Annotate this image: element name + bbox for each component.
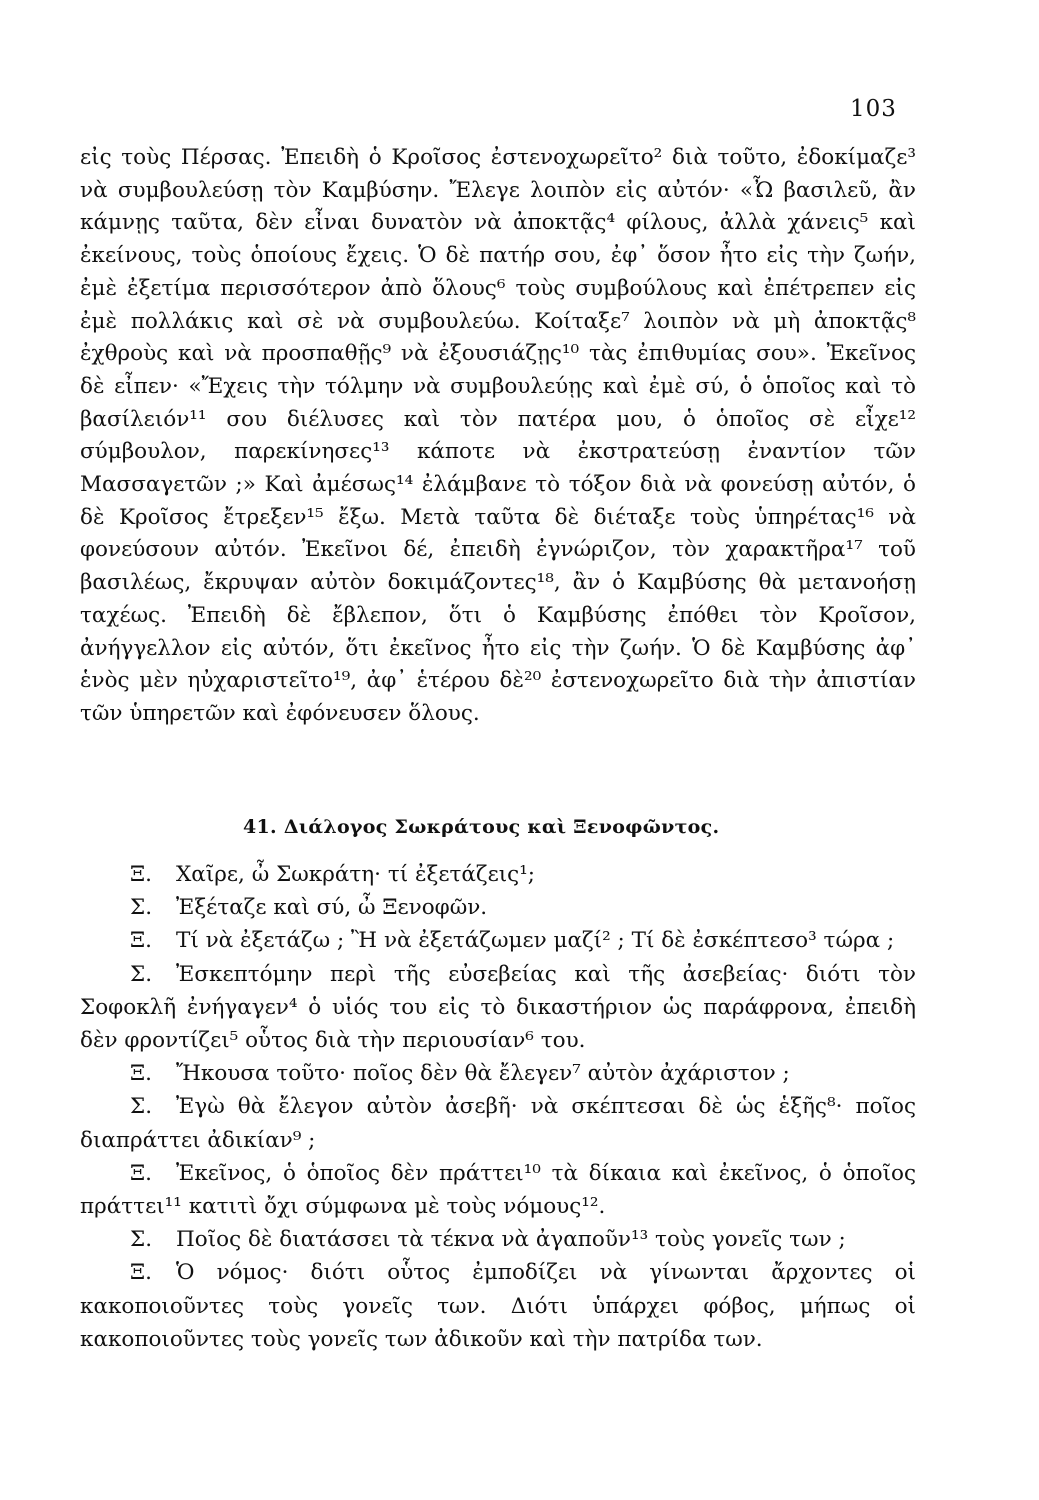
narrative-paragraph: εἰς τοὺς Πέρσας. Ἐπειδὴ ὁ Κροῖσος ἐστενοχωρεῖτο² διὰ τοῦτο, ἐδοκίμαζε³ νὰ συμβουλεύσῃ τὸν Καμβύσην. Ἔλεγε λοιπὸν εἰς αὐτόν· «Ὦ βασιλεῦ, ἂν κάμνῃς ταῦτα, δὲν εἶναι δυνατὸν νὰ ἀποκτᾷς⁴ φίλους, ἀλλὰ χάνεις⁵ καὶ ἐκείνους, τοὺς ὁποίους ἔχεις. Ὁ δὲ πατήρ σου, ἐφ᾽ ὅσον ἦτο εἰς τὴν ζωήν, ἐμὲ ἐξετίμα περισσότερον ἀπὸ ὅλους⁶ τοὺς συμβούλους καὶ ἐπέτρεπεν εἰς ἐμὲ πολλάκις καὶ σὲ νὰ συμβουλεύω. Κοίταξε⁷ λοιπὸν νὰ μὴ ἀποκτᾷς⁸ ἐχθροὺς καὶ νὰ προσπαθῇς⁹ νὰ ἐξουσιάζῃς¹⁰ τὰς ἐπιθυμίας σου». Ἐκεῖνος δὲ εἶπεν· «Ἔχεις τὴν τόλμην νὰ συμβουλεύῃς καὶ ἐμὲ σύ, ὁ ὁποῖος καὶ τὸ βασίλειόν¹¹ σου διέλυσες καὶ τὸν πατέρα μου, ὁ ὁποῖος σὲ εἶχε¹² σύμβουλον, παρεκίνησες¹³ κάποτε νὰ ἐκστρατεύσῃ ἐναντίον τῶν Μασσαγετῶν ;» Καὶ ἀμέσως¹⁴ ἐλάμβανε τὸ τόξον διὰ νὰ φονεύσῃ αὐτόν, ὁ δὲ Κροῖσος ἔτρεξεν¹⁵ ἔξω. Μετὰ ταῦτα δὲ διέταξε τοὺς ὑπηρέτας¹⁶ νὰ φονεύσουν αὐτόν. Ἐκεῖνοι δέ, ἐπειδὴ ἐγνώριζον, τὸν χαρακτῆρα¹⁷ τοῦ βασιλέως, ἔκρυψαν αὐτὸν δοκιμάζοντες¹⁸, ἂν ὁ Καμβύσης θὰ μετανοήσῃ ταχέως. Ἐπειδὴ δὲ ἔβλεπον, ὅτι ὁ Καμβύσης ἐπόθει τὸν Κροῖσον, ἀνήγγελλον εἰς αὐτόν, ὅτι ἐκεῖνος ἦτο εἰς τὴν ζωήν. Ὁ δὲ Καμβύσης ἀφ᾽ ἑνὸς μὲν ηὐχαριστεῖτο¹⁹, ἀφ᾽ ἑτέρου δὲ²⁰ ἐστενοχωρεῖτο διὰ τὴν ἀπιστίαν τῶν ὑπηρετῶν καὶ ἐφόνευσεν ὅλους.: [80, 145, 916, 726]
dialogue-line: Ἤκουσα τοῦτο· ποῖος δὲν θὰ ἔλεγεν⁷ αὐτὸν ἀχάριστον ;: [176, 1061, 790, 1087]
dialogue-line: Χαῖρε, ὦ Σωκράτη· τί ἐξετάζεις¹;: [176, 862, 536, 887]
dialogue-turn: [80, 1090, 916, 1156]
dialogue: [80, 858, 916, 1356]
dialogue-turn: [80, 858, 916, 891]
dialogue-turn: [80, 958, 916, 1058]
dialogue-turn: [80, 1057, 916, 1090]
dialogue-line: Ἐγὼ θὰ ἔλεγον αὐτὸν ἀσεβῆ· νὰ σκέπτεσαι δὲ ὡς ἑξῆς⁸· ποῖος διαπράττει ἀδικίαν⁹ ;: [80, 1094, 916, 1153]
speaker-label: Σ.: [130, 1227, 153, 1253]
dialogue-line: Ἐκεῖνος, ὁ ὁποῖος δὲν πράττει¹⁰ τὰ δίκαια καὶ ἐκεῖνος, ὁ ὁποῖος πράττει¹¹ κατιτὶ ὄχι σύμφωνα μὲ τοὺς νόμους¹².: [80, 1160, 916, 1220]
speaker-label: Σ.: [130, 895, 153, 921]
speaker-label: Ξ.: [130, 928, 152, 954]
speaker-label: Ξ.: [130, 862, 152, 887]
dialogue-line: Τί νὰ ἐξετάζω ; Ἢ νὰ ἐξετάζωμεν μαζί² ; Τί δὲ ἐσκέπτεσο³ τώρα ;: [176, 928, 895, 954]
dialogue-turn: [80, 924, 916, 957]
speaker-label: Σ.: [130, 961, 153, 987]
speaker-label: Ξ.: [130, 1160, 152, 1186]
speaker-label: Ξ.: [130, 1260, 152, 1286]
dialogue-line: Ὁ νόμος· διότι οὗτος ἐμποδίζει νὰ γίνωνται ἄρχοντες οἱ κακοποιοῦντες τοὺς γονεῖς των. Διότι ὑπάρχει φόβος, μήπως οἱ κακοποιοῦντες τοὺς γονεῖς των ἀδικοῦν καὶ τὴν πατρίδα των.: [80, 1260, 916, 1352]
page-number: 103: [850, 96, 897, 122]
dialogue-line: Ἐξέταζε καὶ σύ, ὦ Ξενοφῶν.: [176, 895, 488, 921]
section-title: 41. Διάλογος Σωκράτους καὶ Ξενοφῶντος.: [243, 816, 720, 838]
dialogue-turn: [80, 1256, 916, 1356]
dialogue-turn: [80, 1223, 916, 1256]
dialogue-turn: [80, 891, 916, 924]
dialogue-line: Ποῖος δὲ διατάσσει τὰ τέκνα νὰ ἀγαποῦν¹³ τοὺς γονεῖς των ;: [176, 1227, 846, 1253]
dialogue-turn: [80, 1157, 916, 1223]
speaker-label: Σ.: [130, 1094, 153, 1120]
dialogue-line: Ἐσκεπτόμην περὶ τῆς εὐσεβείας καὶ τῆς ἀσεβείας· διότι τὸν Σοφοκλῆ ἐνήγαγεν⁴ ὁ υἱός του εἰς τὸ δικαστήριον ὡς παράφρονα, ἐπειδὴ δὲν φροντίζει⁵ οὗτος διὰ τὴν περιουσίαν⁶ του.: [80, 961, 916, 1054]
speaker-label: Ξ.: [130, 1061, 152, 1087]
